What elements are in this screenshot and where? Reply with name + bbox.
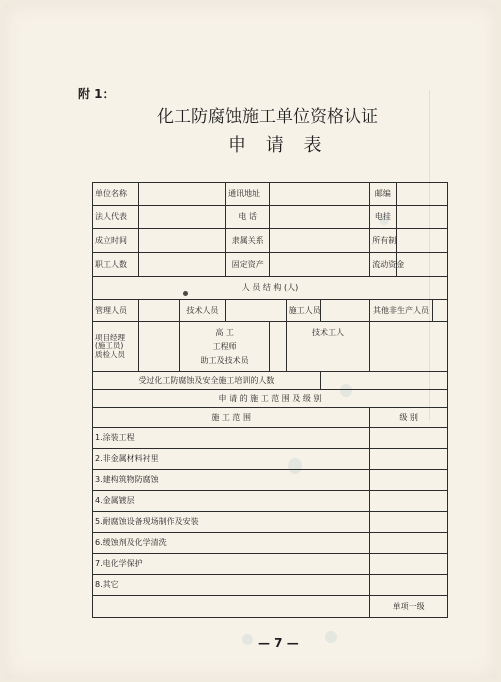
label-affiliation: 隶属关系	[226, 229, 270, 253]
legal-rep-field[interactable]	[139, 206, 226, 229]
address-field[interactable]	[270, 183, 370, 206]
scope-item: 8.其它	[93, 575, 370, 596]
table-row	[93, 372, 448, 390]
affiliation-field[interactable]	[270, 229, 370, 253]
level-field[interactable]	[370, 533, 448, 554]
label-phone: 电 话	[226, 206, 270, 229]
scope-item: 4.金属镀层	[93, 491, 370, 512]
section-scope-level: 申 请 的 施 工 范 围 及 级 别	[93, 390, 448, 408]
scope-item: 5.耐腐蚀设备现场制作及安装	[93, 512, 370, 533]
scope-blank-field[interactable]	[93, 596, 370, 618]
label-unit-name: 单位名称	[93, 183, 139, 206]
label-assistant: 助工及技术员	[200, 356, 249, 366]
label-pm-line2: (施工员)	[95, 341, 124, 351]
stain-mark	[325, 631, 337, 643]
scope-item: 1.涂装工程	[93, 428, 370, 449]
level-field[interactable]	[370, 512, 448, 533]
table-row	[93, 408, 448, 428]
label-single-level: 单项一级	[370, 596, 448, 618]
table-row	[93, 470, 448, 491]
table-row	[93, 575, 448, 596]
technicians-field[interactable]	[226, 300, 287, 322]
table-row	[93, 390, 448, 408]
label-construction-staff: 施工人员	[286, 300, 320, 322]
section-personnel-structure: 人 员 结 构 (人)	[93, 277, 448, 300]
label-employees: 职工人数	[93, 253, 139, 277]
pm-qc-field[interactable]	[139, 322, 179, 372]
table-row	[93, 253, 448, 277]
table-row	[93, 300, 448, 322]
managers-field[interactable]	[139, 300, 179, 322]
label-fixed-assets: 固定资产	[226, 253, 270, 277]
level-header: 级 别	[370, 408, 448, 428]
level-field[interactable]	[370, 554, 448, 575]
tech-grades-field[interactable]	[270, 322, 286, 372]
phone-field[interactable]	[270, 206, 370, 229]
label-trained-count: 受过化工防腐蚀及安全施工培训的人数	[93, 372, 321, 390]
postcode-field[interactable]	[396, 183, 447, 206]
level-field[interactable]	[370, 491, 448, 512]
label-legal-rep: 法人代表	[93, 206, 139, 229]
trained-count-field[interactable]	[320, 372, 447, 390]
label-working-capital: 流动资金	[370, 253, 396, 277]
stain-mark	[242, 634, 253, 645]
document-subtitle: 申 请 表	[228, 135, 329, 156]
appendix-label: 附 1：	[78, 87, 115, 101]
table-row	[93, 596, 448, 618]
table-row	[93, 554, 448, 575]
table-row	[93, 183, 448, 206]
label-postcode: 邮编	[370, 183, 396, 206]
table-row	[93, 449, 448, 470]
label-qc: 质检人员	[95, 349, 125, 359]
label-managers: 管理人员	[93, 300, 139, 322]
label-engineer: 工程师	[212, 341, 237, 351]
label-pm-line1: 项目经理	[95, 332, 125, 342]
document-title: 化工防腐蚀施工单位资格认证	[157, 107, 378, 127]
other-staff-field[interactable]	[432, 300, 447, 322]
unit-name-field[interactable]	[139, 183, 226, 206]
scope-item: 2.非金属材料衬里	[93, 449, 370, 470]
table-row	[93, 206, 448, 229]
label-address: 通讯地址	[226, 183, 270, 206]
page-number: — 7 —	[258, 636, 299, 650]
label-telex: 电挂	[370, 206, 396, 229]
label-other-staff: 其他非生产人员	[370, 300, 433, 322]
table-row	[93, 428, 448, 449]
skilled-workers-field[interactable]	[370, 322, 448, 372]
label-founded: 成立时间	[93, 229, 139, 253]
label-technicians: 技术人员	[179, 300, 225, 322]
fixed-assets-field[interactable]	[270, 253, 370, 277]
level-field[interactable]	[370, 428, 448, 449]
label-pm-qc	[93, 322, 139, 372]
construction-staff-field[interactable]	[320, 300, 369, 322]
employees-field[interactable]	[139, 253, 226, 277]
table-row	[93, 491, 448, 512]
table-row	[93, 512, 448, 533]
label-skilled-workers: 技术工人	[286, 322, 370, 372]
label-senior-engineer: 高 工	[215, 327, 234, 337]
level-field[interactable]	[370, 470, 448, 491]
telex-field[interactable]	[396, 206, 447, 229]
label-tech-grades	[179, 322, 270, 372]
table-row	[93, 277, 448, 300]
scope-item: 7.电化学保护	[93, 554, 370, 575]
table-row	[93, 322, 448, 372]
application-form-table	[92, 182, 448, 618]
level-field[interactable]	[370, 575, 448, 596]
founded-field[interactable]	[139, 229, 226, 253]
level-field[interactable]	[370, 449, 448, 470]
ownership-field[interactable]	[396, 229, 447, 253]
scope-header: 施 工 范 围	[93, 408, 370, 428]
table-row	[93, 533, 448, 554]
scope-item: 3.建构筑物防腐蚀	[93, 470, 370, 491]
scope-item: 6.缓蚀剂及化学清洗	[93, 533, 370, 554]
label-ownership: 所有制	[370, 229, 396, 253]
table-row	[93, 229, 448, 253]
